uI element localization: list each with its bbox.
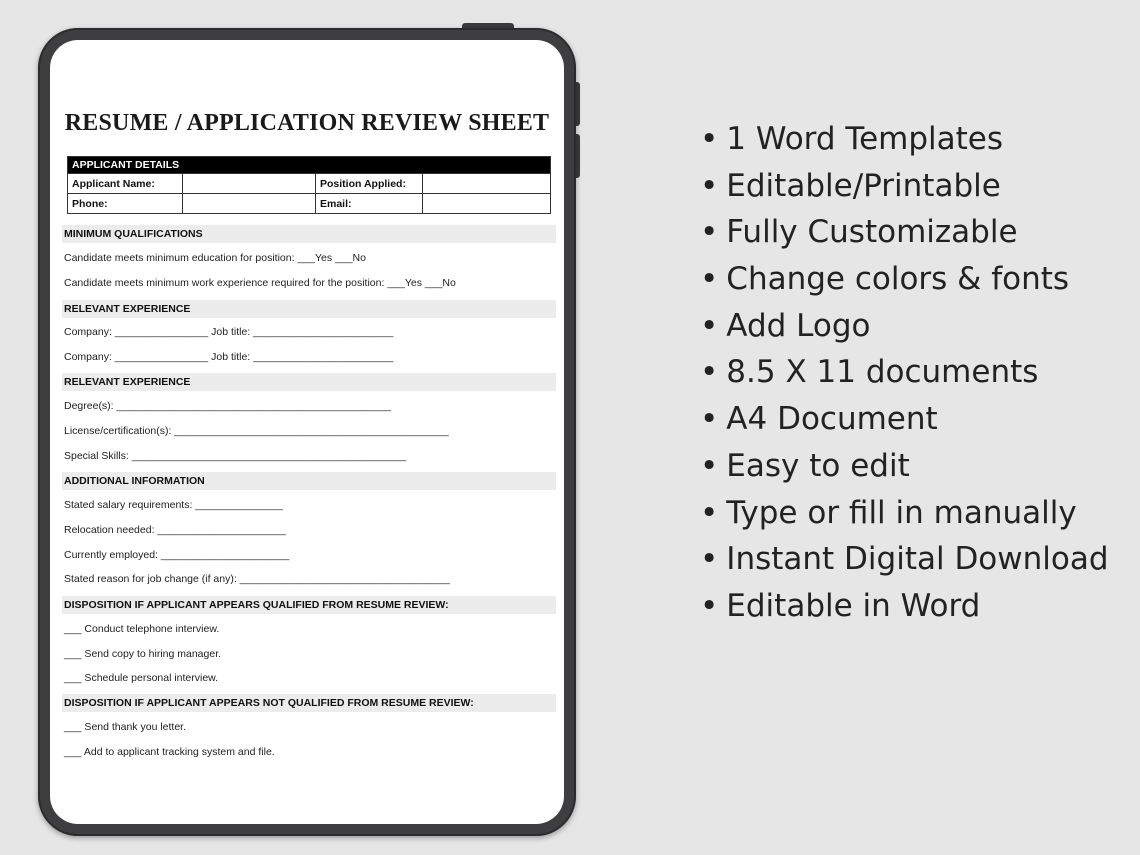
bullet-icon: •	[700, 447, 719, 484]
company-line-2[interactable]: Company: ________________ Job title: ________________________	[64, 351, 394, 363]
bullet-icon: •	[700, 354, 719, 391]
bullet-icon: •	[700, 167, 719, 204]
personal-interview-item[interactable]: ___ Schedule personal interview.	[64, 672, 219, 684]
feature-item: • Editable/Printable	[700, 167, 1001, 204]
document-title: RESUME / APPLICATION REVIEW SHEET	[64, 110, 550, 136]
bullet-icon: •	[700, 121, 719, 157]
special-skills-line[interactable]: Special Skills: _______________________________________________	[64, 450, 407, 462]
position-applied-field[interactable]	[423, 174, 551, 194]
bullet-icon: •	[700, 587, 719, 624]
email-label: Email:	[316, 194, 423, 214]
education-line[interactable]: Candidate meets minimum education for position: ___Yes ___No	[64, 252, 366, 264]
thank-you-letter-item[interactable]: ___ Send thank you letter.	[64, 721, 187, 733]
feature-item: • Fully Customizable	[700, 214, 1018, 251]
telephone-interview-item[interactable]: ___ Conduct telephone interview.	[64, 623, 220, 635]
phone-field[interactable]	[183, 194, 316, 214]
email-field[interactable]	[423, 194, 551, 214]
degrees-line[interactable]: Degree(s): _______________________________________________	[64, 400, 391, 412]
company-line-1[interactable]: Company: ________________ Job title: ________________________	[64, 326, 394, 338]
position-applied-label: Position Applied:	[316, 174, 423, 194]
phone-label: Phone:	[68, 194, 183, 214]
section-relevant-experience-1: RELEVANT EXPERIENCE	[62, 300, 556, 318]
bullet-icon: •	[700, 261, 719, 298]
applicant-name-label: Applicant Name:	[68, 174, 183, 194]
tracking-system-item[interactable]: ___ Add to applicant tracking system and file.	[64, 746, 275, 758]
tablet-frame	[38, 28, 576, 836]
applicant-details-table	[67, 156, 551, 214]
work-experience-line[interactable]: Candidate meets minimum work experience required for the position: ___Yes ___No	[64, 277, 456, 289]
feature-item: • A4 Document	[700, 401, 938, 438]
relocation-line[interactable]: Relocation needed: ______________________	[64, 524, 286, 536]
feature-list	[700, 116, 1109, 630]
section-minimum-qualifications: MINIMUM QUALIFICATIONS	[62, 225, 556, 243]
hiring-manager-item[interactable]: ___ Send copy to hiring manager.	[64, 648, 222, 660]
feature-item: • Add Logo	[700, 307, 871, 344]
tablet-screen	[50, 40, 564, 824]
currently-employed-line[interactable]: Currently employed: ______________________	[64, 549, 290, 561]
bullet-icon: •	[700, 541, 719, 578]
feature-item: • 8.5 X 11 documents	[700, 354, 1039, 391]
feature-item: • Instant Digital Download	[700, 541, 1109, 578]
bullet-icon: •	[700, 214, 719, 251]
feature-item: • Easy to edit	[700, 447, 910, 484]
bullet-icon: •	[700, 307, 719, 344]
applicant-details-header: APPLICANT DETAILS	[68, 157, 551, 174]
section-disposition-not-qualified: DISPOSITION IF APPLICANT APPEARS NOT QUALIFIED FROM RESUME REVIEW:	[62, 694, 556, 712]
feature-item: • Type or fill in manually	[700, 494, 1077, 531]
feature-item: • Editable in Word	[700, 587, 981, 624]
bullet-icon: •	[700, 401, 719, 438]
job-change-reason-line[interactable]: Stated reason for job change (if any): ____________________________________	[64, 573, 450, 585]
license-line[interactable]: License/certification(s): _______________________________________________	[64, 425, 449, 437]
bullet-icon: •	[700, 494, 719, 531]
section-relevant-experience-2: RELEVANT EXPERIENCE	[62, 373, 556, 391]
feature-item: • Change colors & fonts	[700, 261, 1070, 298]
section-disposition-qualified: DISPOSITION IF APPLICANT APPEARS QUALIFIED FROM RESUME REVIEW:	[62, 596, 556, 614]
feature-item: • 1 Word Templates	[700, 121, 1004, 157]
salary-line[interactable]: Stated salary requirements: _______________	[64, 499, 283, 511]
applicant-name-field[interactable]	[183, 174, 316, 194]
section-additional-information: ADDITIONAL INFORMATION	[62, 472, 556, 490]
